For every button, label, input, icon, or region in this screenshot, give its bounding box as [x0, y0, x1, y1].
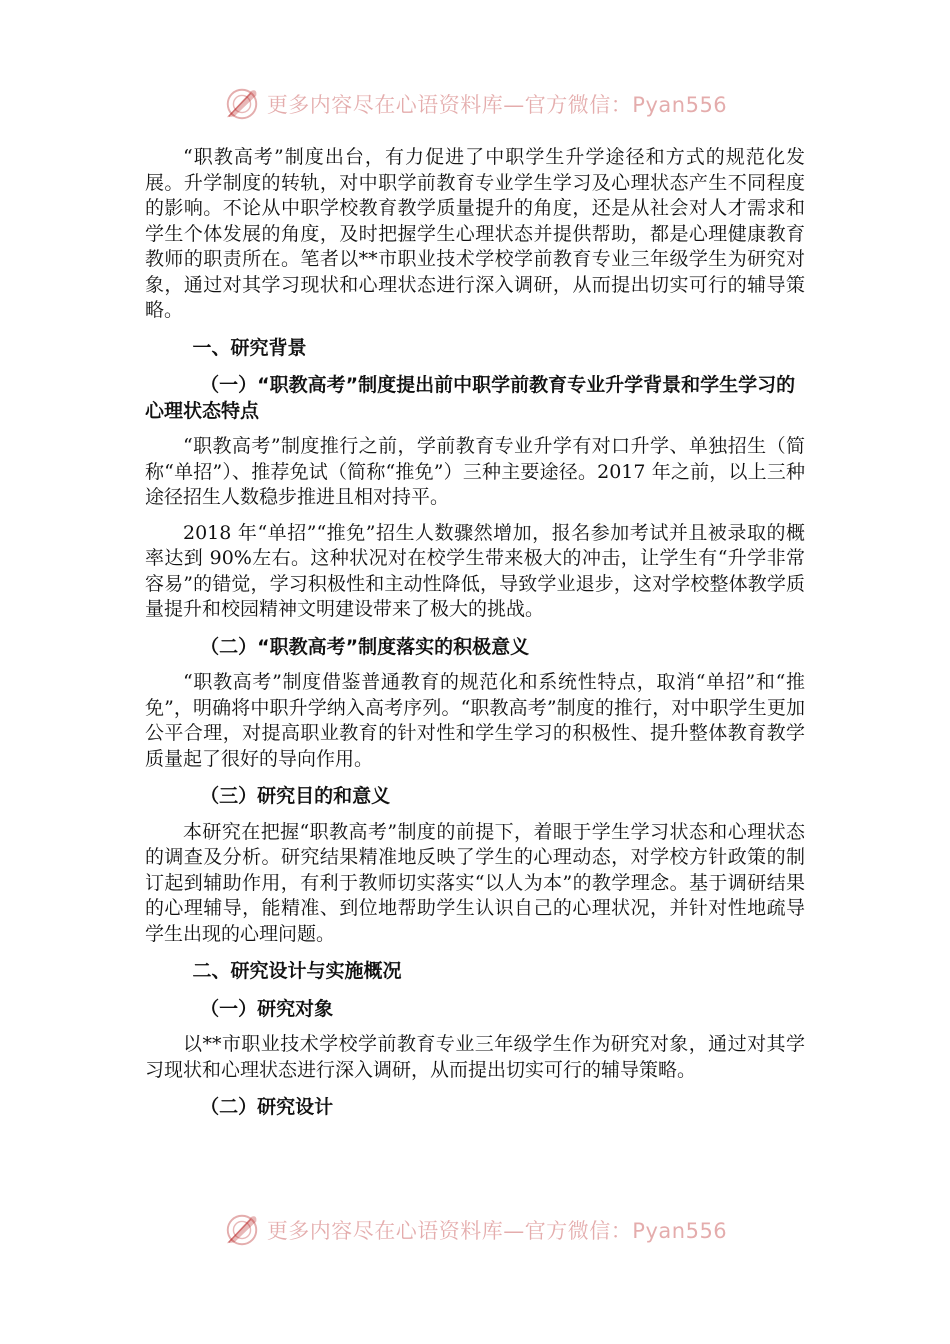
header-watermark-text: 更多内容尽在心语资料库—官方微信：Pyan556	[266, 93, 728, 117]
footer-watermark-text: 更多内容尽在心语资料库—官方微信：Pyan556	[266, 1219, 728, 1243]
subsection-heading-research-subjects: （一）研究对象	[200, 997, 334, 1020]
subsection-heading-research-design: （二）研究设计	[200, 1096, 334, 1118]
feather-pen-seal-icon	[223, 85, 261, 123]
paragraph-purpose: 本研究在把握“职教高考”制度的前提下，着眼于学生学习状态和心理状态的调查及分析。研究结果精准地反映了学生的心理动态，对学校方针政策的制订起到辅助作用，有利于教师切实落实“以人为本”的教学理念。基于调研结果的心理辅导，能精准、到位地帮助学生认识自己的心理状况，并针对性地疏导学生出现的心理问题。	[145, 820, 805, 945]
subsection-heading-purpose: （三）研究目的和意义	[200, 785, 391, 807]
feather-pen-seal-icon	[223, 1211, 261, 1249]
subsection-heading-positive-significance: （二）“职教高考”制度落实的积极意义	[200, 635, 530, 658]
document-body	[145, 145, 805, 1121]
header-watermark	[0, 82, 950, 126]
paragraph-positive-significance: “职教高考”制度借鉴普通教育的规范化和系统性特点，取消“单招”和“推免”，明确将中职升学纳入高考序列。“职教高考”制度的推行，对中职学生更加公平合理，对提高职业教育的针对性和学生学习的积极性、提升整体教育教学质量起了很好的导向作用。	[145, 671, 805, 770]
paragraph-research-subjects: 以**市职业技术学校学前教育专业三年级学生作为研究对象，通过对其学习现状和心理状态进行深入调研，从而提出切实可行的辅导策略。	[145, 1033, 805, 1081]
paragraph-background-2: 2018 年“单招”“推免”招生人数骤然增加，报名参加考试并且被录取的概率达到 90%左右。这种状况对在校学生带来极大的冲击，让学生有“升学非常容易”的错觉，学习积极性和主动性降低，导致学业退步，这对学校整体教学质量提升和校园精神文明建设带来了极大的挑战。	[145, 521, 805, 620]
section-heading-research-background: 一、研究背景	[192, 336, 307, 359]
section-heading-research-design: 二、研究设计与实施概况	[192, 960, 402, 982]
footer-watermark	[0, 1208, 950, 1252]
subsection-heading-background-traits: （一）“职教高考”制度提出前中职学前教育专业升学背景和学生学习的心理状态特点	[145, 374, 796, 422]
paragraph-background-1: “职教高考”制度推行之前，学前教育专业升学有对口升学、单独招生（简称“单招”）、推荐免试（简称“推免”）三种主要途径。2017 年之前，以上三种途径招生人数稳步推进且相对持平。	[145, 435, 805, 508]
intro-paragraph: “职教高考”制度出台，有力促进了中职学生升学途径和方式的规范化发展。升学制度的转轨，对中职学前教育专业学生学习及心理状态产生不同程度的影响。不论从中职学校教育教学质量提升的角度，还是从社会对人才需求和学生个体发展的角度，及时把握学生心理状态并提供帮助，都是心理健康教育教师的职责所在。笔者以**市职业技术学校学前教育专业三年级学生为研究对象，通过对其学习现状和心理状态进行深入调研，从而提出切实可行的辅导策略。	[145, 146, 805, 321]
